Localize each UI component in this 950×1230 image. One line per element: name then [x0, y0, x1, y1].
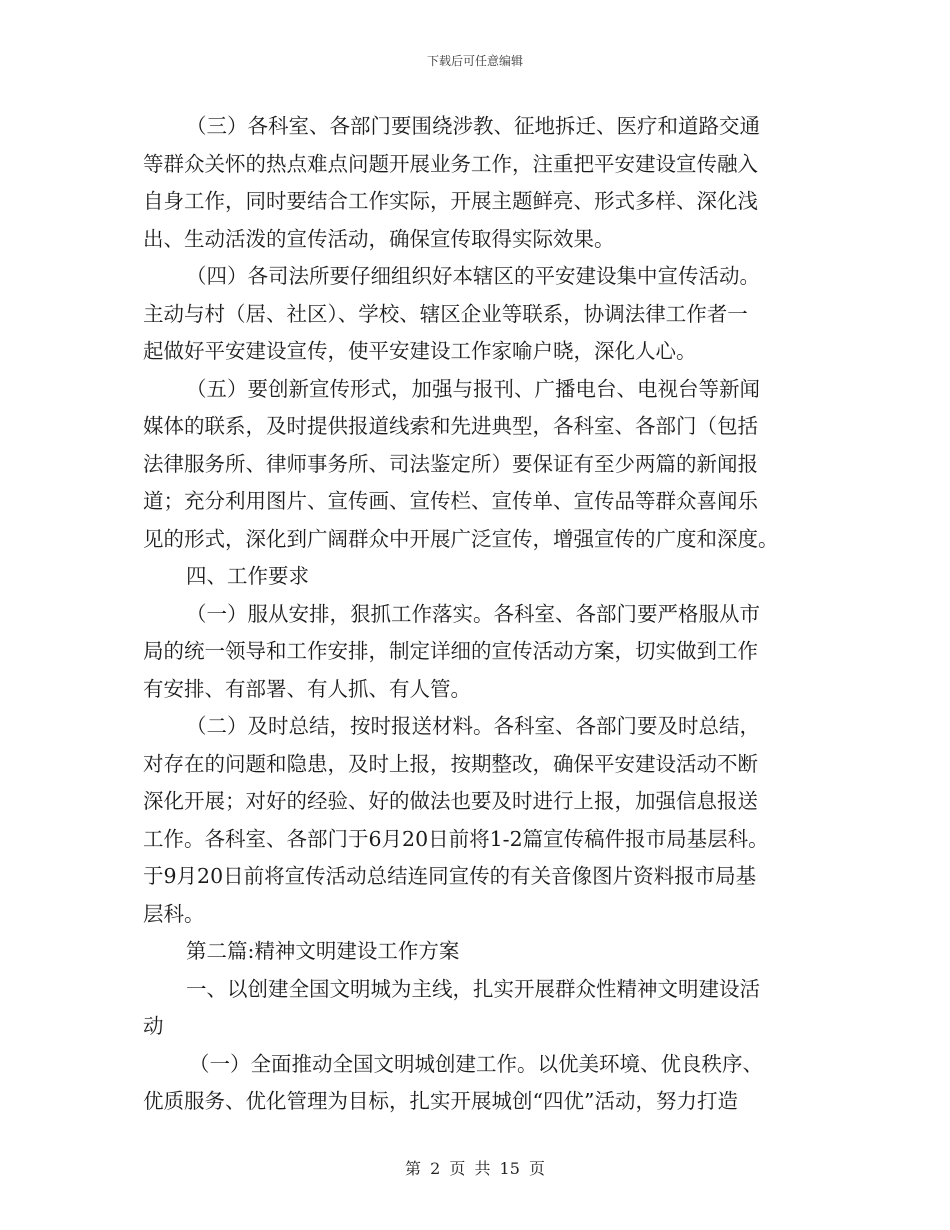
paragraph-line: （一）服从安排，狠抓工作落实。各科室、各部门要严格服从市 [186, 601, 760, 626]
chapter-title: 第二篇:精神文明建设工作方案 [186, 939, 460, 963]
paragraph-line: 有安排、有部署、有人抓、有人管。 [143, 676, 471, 701]
paragraph-line: 优质服务、优化管理为目标，扎实开展城创“四优”活动，努力打造 [143, 1089, 738, 1113]
paragraph-line: （五）要创新宣传形式，加强与报刊、广播电台、电视台等新闻 [186, 376, 760, 401]
paragraph-line: 局的统一领导和工作安排，制定详细的宣传活动方案，切实做到工作 [143, 639, 758, 663]
page-header: 下载后可任意编辑 [426, 54, 523, 68]
paragraph-line: 道；充分利用图片、宣传画、宣传栏、宣传单、宣传品等群众喜闻乐 [143, 489, 758, 513]
paragraph-line: 层科。 [143, 901, 205, 926]
section-heading: 四、工作要求 [186, 564, 309, 588]
paragraph-line: （二）及时总结，按时报送材料。各科室、各部门要及时总结， [186, 714, 760, 738]
paragraph-line: 深化开展；对好的经验、好的做法也要及时进行上报，加强信息报送 [143, 789, 758, 813]
section-heading: 一、以创建全国文明城为主线，扎实开展群众性精神文明建设活 [186, 976, 760, 1001]
paragraph-line: 见的形式，深化到广阔群众中开展广泛宣传，增强宣传的广度和深度。 [143, 526, 779, 551]
paragraph-line: （三）各科室、各部门要围绕涉教、征地拆迁、医疗和道路交通 [186, 114, 760, 138]
paragraph-line: 法律服务所、律师事务所、司法鉴定所）要保证有至少两篇的新闻报 [143, 451, 758, 476]
document-body [143, 108, 815, 1121]
paragraph-line: 主动与村（居、社区）、学校、辖区企业等联系，协调法律工作者一 [143, 301, 748, 326]
paragraph-line: 对存在的问题和隐患，及时上报，按期整改，确保平安建设活动不断 [143, 751, 758, 776]
paragraph-line: 自身工作，同时要结合工作实际，开展主题鲜亮、形式多样、深化浅 [143, 189, 758, 213]
paragraph-line: （四）各司法所要仔细组织好本辖区的平安建设集中宣传活动。 [186, 264, 760, 288]
paragraph-line: 工作。各科室、各部门于6月20日前将1-2篇宣传稿件报市局基层科。 [143, 826, 769, 851]
paragraph-line: （一）全面推动全国文明城创建工作。以优美环境、优良秩序、 [189, 1051, 763, 1076]
paragraph-line: 动 [143, 1014, 164, 1038]
paragraph-line: 出、生动活泼的宣传活动，确保宣传取得实际效果。 [143, 226, 615, 251]
page-number-footer: 第 2 页 共 15 页 [405, 1159, 545, 1178]
paragraph-line: 于9月20日前将宣传活动总结连同宣传的有关音像图片资料报市局基 [143, 864, 757, 888]
paragraph-line: 等群众关怀的热点难点问题开展业务工作，注重把平安建设宣传融入 [143, 151, 758, 176]
paragraph-line: 媒体的联系，及时提供报道线索和先进典型，各科室、各部门（包括 [143, 414, 758, 438]
paragraph-line: 起做好平安建设宣传，使平安建设工作家喻户晓，深化人心。 [143, 339, 697, 363]
